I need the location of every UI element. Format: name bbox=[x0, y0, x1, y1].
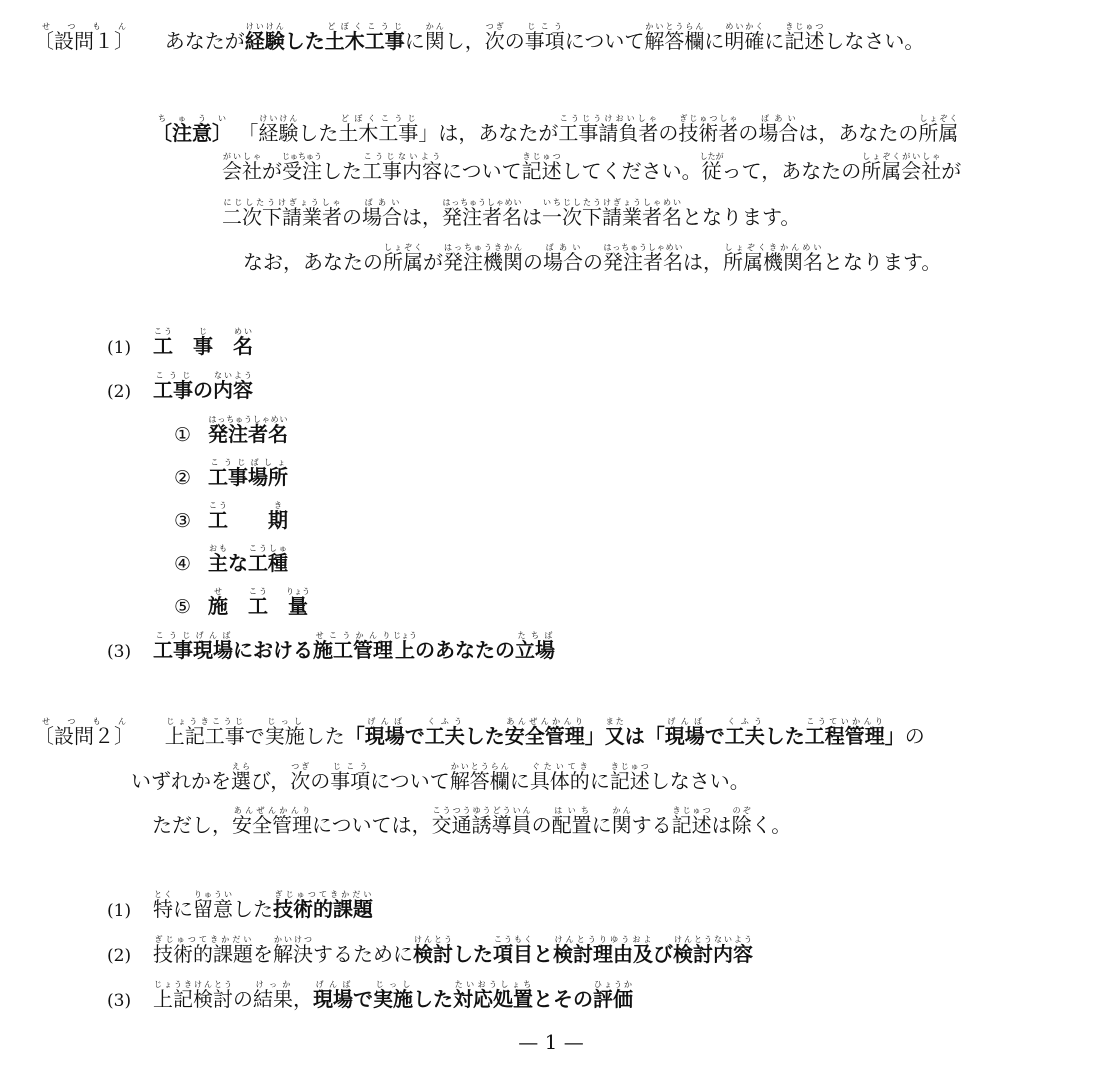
q2-item-3-text bbox=[153, 980, 633, 1011]
text-run: 所属機関名しょぞくきかんめい bbox=[723, 243, 823, 274]
text-run: 次つぎ bbox=[290, 762, 311, 793]
q1-subitem-5 bbox=[174, 587, 310, 622]
text-run: 所属しょぞく bbox=[918, 114, 959, 145]
text-run: の bbox=[583, 250, 603, 274]
text-run: 施せ bbox=[208, 587, 228, 618]
item-number: (2) bbox=[107, 382, 132, 402]
text-run: 場合ばあい bbox=[362, 198, 402, 229]
text-run: の bbox=[342, 205, 362, 229]
text-run: 解答欄かいとうらん bbox=[449, 762, 510, 793]
text-run: 上記検討じょうきけんとう bbox=[153, 980, 233, 1011]
text-run: 土木工事どぼくこうじ bbox=[338, 114, 419, 145]
q1-note-line-1 bbox=[152, 114, 958, 149]
text-run: が bbox=[423, 250, 443, 274]
text-run: 工夫くふう bbox=[724, 717, 765, 748]
text-run: 工事内容こうじないよう bbox=[362, 152, 442, 183]
q2-item-3 bbox=[107, 980, 633, 1015]
text-run: が bbox=[262, 159, 282, 183]
q1-subitem-2-text bbox=[208, 458, 288, 489]
text-run: 記述きじゅつ bbox=[784, 22, 825, 53]
text-run: は bbox=[522, 205, 542, 229]
text-run: 場合ばあい bbox=[758, 114, 799, 145]
text-run: 立場たちば bbox=[515, 631, 555, 662]
text-run: 場合ばあい bbox=[543, 243, 583, 274]
item-number: (3) bbox=[107, 642, 132, 662]
text-run: 事項じこう bbox=[330, 762, 371, 793]
text-run: 現場げんば bbox=[364, 717, 405, 748]
text-run: 名めい bbox=[233, 327, 253, 358]
q1-subitem-1 bbox=[174, 415, 288, 450]
text-run: 工夫くふう bbox=[424, 717, 465, 748]
subitem-number: ① bbox=[174, 424, 192, 446]
q2-item-1 bbox=[107, 890, 373, 925]
q1-note-line-3 bbox=[222, 198, 800, 233]
text-run: び， bbox=[251, 769, 291, 793]
text-run: の bbox=[233, 987, 253, 1011]
text-run: び bbox=[653, 942, 673, 966]
text-run: 内容ないよう bbox=[213, 371, 253, 402]
q2-intro-text-1 bbox=[164, 717, 925, 748]
text-run: した bbox=[284, 29, 325, 53]
text-run: 検討内容けんとうないよう bbox=[673, 935, 753, 966]
text-run: の bbox=[531, 813, 552, 837]
text-run: した bbox=[453, 942, 493, 966]
text-run: に bbox=[591, 813, 612, 837]
text-run: 発注機関はっちゅうきかん bbox=[443, 243, 523, 274]
text-run: 評価ひょうか bbox=[593, 980, 633, 1011]
text-run: しなさい。 bbox=[824, 29, 925, 53]
text-run: 「 bbox=[344, 724, 365, 748]
subitem-number: ③ bbox=[174, 510, 192, 532]
q1-note-label: 〔注意〕ちゅうい bbox=[152, 114, 232, 145]
text-run: 工事こうじ bbox=[153, 371, 193, 402]
text-run: した bbox=[413, 987, 453, 1011]
text-run: 土木工事どぼくこうじ bbox=[324, 22, 405, 53]
text-run: の bbox=[658, 121, 679, 145]
text-run: 量りょう bbox=[286, 587, 310, 618]
text-run: するために bbox=[313, 942, 413, 966]
q1-subitem-4-text bbox=[208, 544, 288, 575]
text-run: く。 bbox=[751, 813, 792, 837]
text-run: 工種こうしゅ bbox=[248, 544, 288, 575]
item-number: (1) bbox=[107, 338, 132, 358]
subitem-number: ⑤ bbox=[174, 596, 192, 618]
q2-item-2-text bbox=[153, 935, 753, 966]
page-number: — 1 — bbox=[518, 1030, 584, 1054]
text-run: における bbox=[233, 638, 313, 662]
text-run: 工事場所こうじばしょ bbox=[208, 458, 288, 489]
text-run: の bbox=[904, 724, 925, 748]
text-run: ， bbox=[293, 987, 313, 1011]
text-run: 」 bbox=[884, 724, 905, 748]
text-run: 現場げんば bbox=[664, 717, 705, 748]
text-run: 二次下請業者にじしたうけぎょうしゃ bbox=[222, 198, 342, 229]
text-run: について bbox=[442, 159, 522, 183]
text-run: 次つぎ bbox=[484, 22, 505, 53]
text-run: で bbox=[704, 724, 725, 748]
text-run: いずれかを bbox=[131, 769, 231, 793]
text-run bbox=[213, 334, 233, 358]
text-run: 工事請負者こうじうけおいしゃ bbox=[558, 114, 659, 145]
text-run: 選えら bbox=[231, 762, 251, 793]
text-run: な bbox=[228, 551, 248, 575]
subitem-number: ④ bbox=[174, 553, 192, 575]
text-run: 記述きじゅつ bbox=[671, 806, 712, 837]
text-run: は，あなたの bbox=[798, 121, 919, 145]
q2-intro-line-2 bbox=[131, 762, 750, 797]
text-run: 留意りゅうい bbox=[193, 890, 233, 921]
text-run: し， bbox=[444, 29, 485, 53]
text-run: 実施じっし bbox=[264, 717, 305, 748]
text-run: 「 bbox=[644, 724, 665, 748]
text-run: 検討けんとう bbox=[413, 935, 453, 966]
text-run: は， bbox=[402, 205, 442, 229]
q2-item-2 bbox=[107, 935, 753, 970]
q1-subitem-1-text bbox=[208, 415, 288, 446]
text-run bbox=[228, 508, 268, 532]
q1-item-2-text bbox=[153, 371, 253, 402]
q1-subitem-2 bbox=[174, 458, 288, 493]
text-run: 期き bbox=[268, 501, 288, 532]
q1-label: 〔設問１〕せつもん bbox=[34, 22, 134, 53]
text-run: なお，あなたの bbox=[243, 250, 383, 274]
text-run: 従したが bbox=[699, 152, 724, 183]
text-run: 項目こうもく bbox=[493, 935, 533, 966]
text-run: で bbox=[353, 987, 373, 1011]
text-run: 会社がいしゃ bbox=[222, 152, 262, 183]
text-run bbox=[268, 594, 288, 618]
text-run: する bbox=[631, 813, 672, 837]
text-run: となります。 bbox=[823, 250, 942, 274]
text-run: 主おも bbox=[208, 544, 228, 575]
q1-subitem-5-text bbox=[208, 587, 310, 618]
q2-intro-line-3 bbox=[152, 806, 791, 841]
text-run: 」は，あなたが bbox=[418, 121, 559, 145]
text-run: に bbox=[764, 29, 785, 53]
text-run: 特とく bbox=[153, 890, 173, 921]
text-run: 一次下請業者名いちじしたうけぎょうしゃめい bbox=[542, 198, 682, 229]
item-number: (3) bbox=[107, 991, 132, 1011]
text-run: しなさい。 bbox=[649, 769, 750, 793]
q2-intro-line-1 bbox=[34, 717, 925, 752]
text-run: のあなたの bbox=[415, 638, 515, 662]
text-run: 「 bbox=[238, 121, 259, 145]
text-run: で bbox=[404, 724, 425, 748]
text-run: した bbox=[764, 724, 805, 748]
text-run: 関かん bbox=[611, 806, 632, 837]
text-run: 具体的ぐたいてき bbox=[529, 762, 590, 793]
text-run: した bbox=[322, 159, 362, 183]
q1-note-line-4 bbox=[243, 243, 941, 278]
q2-item-1-text bbox=[153, 890, 373, 921]
text-run: 安全管理あんぜんかんり bbox=[504, 717, 585, 748]
text-run: の bbox=[310, 769, 331, 793]
text-run: 技術的課題ぎじゅつてきかだい bbox=[273, 890, 373, 921]
q1-subitem-3 bbox=[174, 501, 288, 536]
q1-note-text-1 bbox=[238, 114, 959, 145]
item-number: (2) bbox=[107, 946, 132, 966]
subitem-number: ② bbox=[174, 467, 192, 489]
q1-item-3 bbox=[107, 631, 555, 666]
text-run: 工事現場こうじげんば bbox=[153, 631, 233, 662]
text-run: 工こう bbox=[208, 501, 228, 532]
text-run: 上記工事じょうきこうじ bbox=[164, 717, 245, 748]
text-run: 」 bbox=[584, 724, 605, 748]
text-run bbox=[173, 334, 193, 358]
text-run: については， bbox=[312, 813, 432, 837]
text-run: 記述きじゅつ bbox=[521, 152, 562, 183]
text-run: 現場げんば bbox=[313, 980, 353, 1011]
text-run: の bbox=[504, 29, 525, 53]
text-run: した bbox=[304, 724, 345, 748]
text-run: の bbox=[523, 250, 543, 274]
item-number: (1) bbox=[107, 901, 132, 921]
text-run: あなたが bbox=[164, 29, 245, 53]
text-run: 上じょう bbox=[393, 631, 417, 662]
text-run: 配置はいち bbox=[551, 806, 592, 837]
text-run: 発注者名はっちゅうしゃめい bbox=[208, 415, 288, 446]
text-run: に bbox=[509, 769, 530, 793]
text-run: 又また bbox=[604, 717, 625, 748]
q1-item-3-text bbox=[153, 631, 555, 662]
text-run: 結果けっか bbox=[253, 980, 293, 1011]
text-run: は bbox=[624, 724, 645, 748]
text-run: の bbox=[738, 121, 759, 145]
text-run: した bbox=[233, 897, 273, 921]
q1-subitem-4 bbox=[174, 544, 288, 579]
text-run: に bbox=[173, 897, 193, 921]
text-run: 発注者名はっちゅうしゃめい bbox=[603, 243, 683, 274]
text-run: 所属しょぞく bbox=[383, 243, 423, 274]
text-run: 工こう bbox=[248, 587, 268, 618]
q1-subitem-3-text bbox=[208, 501, 288, 532]
text-run: に bbox=[589, 769, 610, 793]
text-run bbox=[228, 594, 248, 618]
text-run: とその bbox=[533, 987, 593, 1011]
text-run: してください。 bbox=[561, 159, 702, 183]
text-run: は， bbox=[683, 250, 723, 274]
text-run: 受注じゅちゅう bbox=[282, 152, 322, 183]
q2-label: 〔設問２〕せつもん bbox=[34, 717, 134, 748]
text-run: 工こう bbox=[153, 327, 173, 358]
text-run: 発注者名はっちゅうしゃめい bbox=[442, 198, 522, 229]
text-run: 交通誘導員こうつうゆうどういん bbox=[431, 806, 532, 837]
q1-note-line-2 bbox=[222, 152, 961, 187]
text-run: した bbox=[464, 724, 505, 748]
text-run: について bbox=[370, 769, 450, 793]
text-run: 事項じこう bbox=[524, 22, 565, 53]
text-run: で bbox=[244, 724, 265, 748]
q1-item-1 bbox=[107, 327, 253, 362]
text-run: 経験けいけん bbox=[244, 22, 285, 53]
text-run: となります。 bbox=[682, 205, 801, 229]
text-run: について bbox=[564, 29, 645, 53]
text-run: 技術者ぎじゅつしゃ bbox=[678, 114, 739, 145]
q1-item-2 bbox=[107, 371, 253, 406]
q1-intro-line bbox=[34, 22, 924, 57]
text-run: 工程管理こうていかんり bbox=[804, 717, 885, 748]
text-run: 除のぞ bbox=[731, 806, 752, 837]
text-run: の bbox=[193, 378, 213, 402]
text-run: が bbox=[941, 159, 962, 183]
q1-item-1-text bbox=[153, 327, 253, 358]
text-run: って，あなたの bbox=[721, 159, 862, 183]
text-run: 解決かいけつ bbox=[273, 935, 313, 966]
q1-intro bbox=[164, 22, 925, 53]
text-run: 経験けいけん bbox=[258, 114, 299, 145]
text-run: 事じ bbox=[193, 327, 213, 358]
text-run: 所属会社しょぞくがいしゃ bbox=[861, 152, 942, 183]
text-run: 安全管理あんぜんかんり bbox=[232, 806, 312, 837]
text-run: に bbox=[704, 29, 725, 53]
text-run: 技術的課題ぎじゅつてきかだい bbox=[153, 935, 253, 966]
text-run: と bbox=[533, 942, 553, 966]
text-run: に bbox=[404, 29, 425, 53]
text-run: 明確めいかく bbox=[724, 22, 765, 53]
text-run: 記述きじゅつ bbox=[609, 762, 650, 793]
text-run: ただし， bbox=[152, 813, 232, 837]
text-run: 対応処置たいおうしょち bbox=[453, 980, 533, 1011]
text-run: 施工管理せこうかんり bbox=[313, 631, 393, 662]
text-run: を bbox=[253, 942, 273, 966]
text-run: 検討理由及けんとうりゆうおよ bbox=[553, 935, 653, 966]
text-run: 関かん bbox=[424, 22, 445, 53]
text-run: 実施じっし bbox=[373, 980, 413, 1011]
text-run: 解答欄かいとうらん bbox=[644, 22, 705, 53]
text-run: した bbox=[298, 121, 339, 145]
text-run: は bbox=[711, 813, 732, 837]
